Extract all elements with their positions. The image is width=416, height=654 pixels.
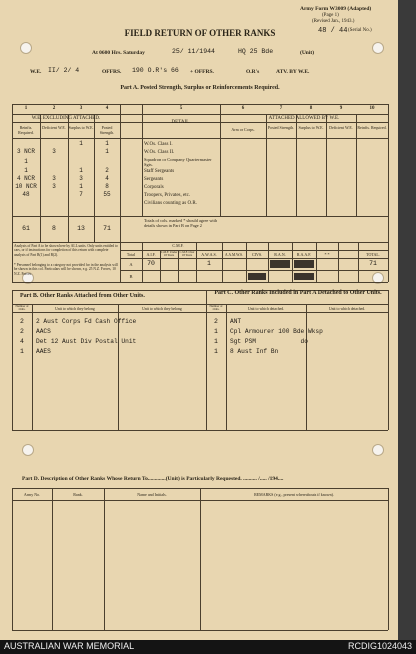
row-detail: Corporals (144, 185, 164, 190)
cell-reinf: 48 (22, 191, 30, 198)
analysis-header: R.A.N. (274, 252, 286, 257)
analysis-cmf-value: 1 (207, 260, 211, 267)
col-number: 7 (279, 106, 283, 111)
col-number: 3 (79, 106, 83, 111)
col-number: 10 (369, 106, 375, 111)
part-c-num: 1 (214, 348, 218, 355)
part-b-num: 4 (20, 338, 24, 345)
sub-header: Posted Strength. (267, 125, 295, 130)
we-value: II/ 2/ 4 (48, 67, 80, 74)
part-c-num: 1 (214, 328, 218, 335)
col-number: 1 (24, 106, 28, 111)
blacked-out-cell (270, 260, 290, 268)
part-b-num: 2 (20, 328, 24, 335)
part-b-col-header: Unit to which they belong (55, 307, 95, 311)
part-c-col-header: Unit to which detached. (247, 307, 285, 311)
offrs-value: 190 O.R's 66 (132, 67, 179, 74)
sub-header: Arm or Corps. (231, 127, 255, 132)
cell-posted: 71 (103, 225, 111, 232)
row-detail: W.Os. Class II. (144, 150, 175, 155)
we-excl-header: W.E. EXCLUDING ATTACHED. (31, 116, 101, 121)
row-detail: Totals of cols. marked * should agree with details shown in Part B on Page 2 (144, 218, 217, 228)
col-number: 5 (179, 106, 183, 111)
cell-surplus: 13 (77, 225, 85, 232)
offrs2-label: + OFFRS. (190, 69, 214, 75)
date-value: 25/ 11/1944 (172, 48, 215, 55)
cell-reinf: 61 (22, 225, 30, 232)
part-c-col-header: Unit to which detached. (328, 307, 366, 311)
cell-posted: 1 (105, 148, 109, 155)
analysis-row-label: B (129, 274, 133, 279)
part-d-col-header: Name and Initials. (137, 492, 167, 497)
atv-label: ATV. BY W.E. (276, 69, 310, 75)
part-d-col-header: Army No. (23, 492, 41, 497)
sub-header: Deficient W.E. (329, 125, 353, 130)
blacked-out-cell (248, 273, 266, 280)
sub-header: Deficient W.E. (42, 125, 66, 130)
cell-defic: 3 (52, 148, 56, 155)
part-b-unit: 2 Aust Corps Fd Cash Office (36, 318, 137, 325)
punch-hole (22, 444, 34, 456)
row-detail: Sergeants (144, 177, 164, 182)
serial-label: (Serial No.) (348, 28, 372, 33)
category-note: * Personnel belonging to a category not provided for in the analysis will be shown in this col. Particulars will be shown, e.g. 25 N.Z. Forces, 10 N.Z. Forces. (14, 263, 118, 276)
form-ref: Army Form W3009 (Adapted) (300, 6, 372, 12)
cell-surplus: 7 (79, 191, 83, 198)
col-number: 6 (241, 106, 245, 111)
unit-value: HQ 25 Bde (238, 48, 274, 55)
analysis-total-value: 71 (369, 260, 377, 267)
analysis-row-label: A (129, 262, 133, 267)
part-b-unit: AACS (36, 328, 51, 335)
cell-posted: 1 (105, 140, 109, 147)
archive-footer (0, 640, 416, 654)
analysis-header: A.I.F. (146, 252, 156, 257)
col-number: 4 (105, 106, 109, 111)
cell-posted: 2 (105, 167, 109, 174)
detail-header: DETAIL. (171, 120, 191, 125)
cell-surplus: 3 (79, 175, 83, 182)
offrs-label: OFFRS. (102, 69, 122, 75)
analysis-note: Analysis of Part A to be shown here by ALL units. Only units entitled to cars, or if instructions for completion of this return with complete analysis of Part B(1) and B(2). (14, 244, 118, 257)
cell-defic: 3 (52, 175, 56, 182)
page-ref: (Page 1) (322, 13, 339, 18)
ors-label: O.R's (246, 69, 260, 75)
sub-header: Posted Strength. (99, 125, 115, 135)
sub-header: Surplus to W.E. (298, 125, 324, 130)
part-c-num: 1 (214, 338, 218, 345)
part-d-heading: Part D. Description of Other Ranks Whose Return To.............(Unit) is Particularly Requested. .......... /..... /194.... (22, 476, 284, 482)
part-c-unit: ANT (230, 318, 242, 325)
archive-id: RCDIG1024043 (347, 641, 412, 651)
attached-header: ATTACHED ALLOWED BY W.E. (268, 116, 340, 121)
part-c-unit: 8 Aust Inf Bn (230, 348, 279, 355)
analysis-header: A.A.M.W.S. (225, 253, 243, 257)
cell-defic: 3 (52, 183, 56, 190)
analysis-header: A.W.A.S. (201, 252, 217, 257)
cell-reinf: 10 NCR (15, 183, 37, 190)
cell-reinf: 1 (24, 167, 28, 174)
page-title: FIELD RETURN OF OTHER RANKS (124, 28, 276, 38)
punch-hole (372, 42, 384, 54)
archive-name: AUSTRALIAN WAR MEMORIAL (4, 641, 135, 651)
sub-header: Reinfts. Required. (18, 125, 34, 135)
analysis-header: Total (126, 252, 136, 257)
at-label: At 0600 Hrs. Saturday (92, 50, 145, 56)
row-detail: W.Os. Class I. (144, 142, 173, 147)
analysis-aif-value: 70 (147, 260, 155, 267)
revised-note: (Revised Jan., 1943.) (312, 19, 355, 24)
serial-number: 48 / 44 (318, 27, 348, 35)
blacked-out-cell (294, 273, 314, 280)
analysis-header: C.M.F. Over 18 Years (179, 250, 195, 258)
cell-reinf: 4 NCR (16, 175, 35, 182)
cell-defic: 8 (52, 225, 56, 232)
cell-posted: 8 (105, 183, 109, 190)
part-b-unit: Det 12 Aust Div Postal Unit (36, 338, 137, 345)
part-c-heading: Part C. Other Ranks Included in Part A Detached to Other Units. (214, 290, 382, 296)
part-c-unit: Cpl Armourer 100 Bde Wksp (230, 328, 323, 335)
part-b-col-header: Unit to which they belong (142, 307, 182, 311)
part-d-col-header: REMARKS (e.g., present whereabouts if known). (254, 492, 334, 497)
part-c-num: 2 (214, 318, 218, 325)
cell-surplus: 1 (79, 183, 83, 190)
part-b-num: 1 (20, 348, 24, 355)
part-d-col-header: Rank. (73, 492, 83, 497)
cell-reinf: 3 NCR (16, 148, 35, 155)
we-label: W.E. (30, 69, 42, 75)
col-number: 8 (309, 106, 313, 111)
cell-reinf: 1 (24, 158, 28, 165)
cell-surplus: 1 (79, 140, 83, 147)
analysis-header: C.M.F. (172, 243, 184, 248)
row-detail: Civilians counting as O.R. (144, 201, 197, 206)
analysis-header: R.A.A.F. (296, 252, 312, 257)
punch-hole (372, 444, 384, 456)
col-number: 9 (339, 106, 343, 111)
part-a-heading: Part A. Posted Strength, Surplus or Reinforcements Required. (120, 85, 280, 91)
col-number: 2 (52, 106, 56, 111)
sub-header: Reinfts. Required. (357, 125, 387, 130)
row-detail: Troopers, Privates, etc. (144, 193, 191, 198)
unit-label: (Unit) (300, 50, 315, 56)
part-b-unit: AAES (36, 348, 51, 355)
part-b-num: 2 (20, 318, 24, 325)
blacked-out-cell (294, 260, 314, 268)
analysis-header: CIVS. (251, 252, 263, 257)
row-detail: Squadron or Company Quartermaster Sgts. (144, 157, 212, 167)
part-c-col-header: Number of O.Rs. (209, 304, 223, 312)
part-c-unit: Sgt PSM do (230, 338, 308, 345)
row-detail: Staff Sergeants (144, 169, 175, 174)
cell-surplus: 1 (79, 167, 83, 174)
sub-header: Surplus to W.E. (68, 125, 94, 130)
part-b-heading: Part B. Other Ranks Attached from Other Units. (20, 293, 145, 299)
analysis-header: TOTAL. (366, 252, 380, 257)
punch-hole (20, 42, 32, 54)
cell-posted: 55 (103, 191, 111, 198)
analysis-header: C.M.F. Under 18 Years (160, 250, 178, 258)
analysis-header: * * (324, 252, 330, 257)
cell-posted: 4 (105, 175, 109, 182)
part-b-col-header: Number of O.Rs. (15, 304, 29, 312)
